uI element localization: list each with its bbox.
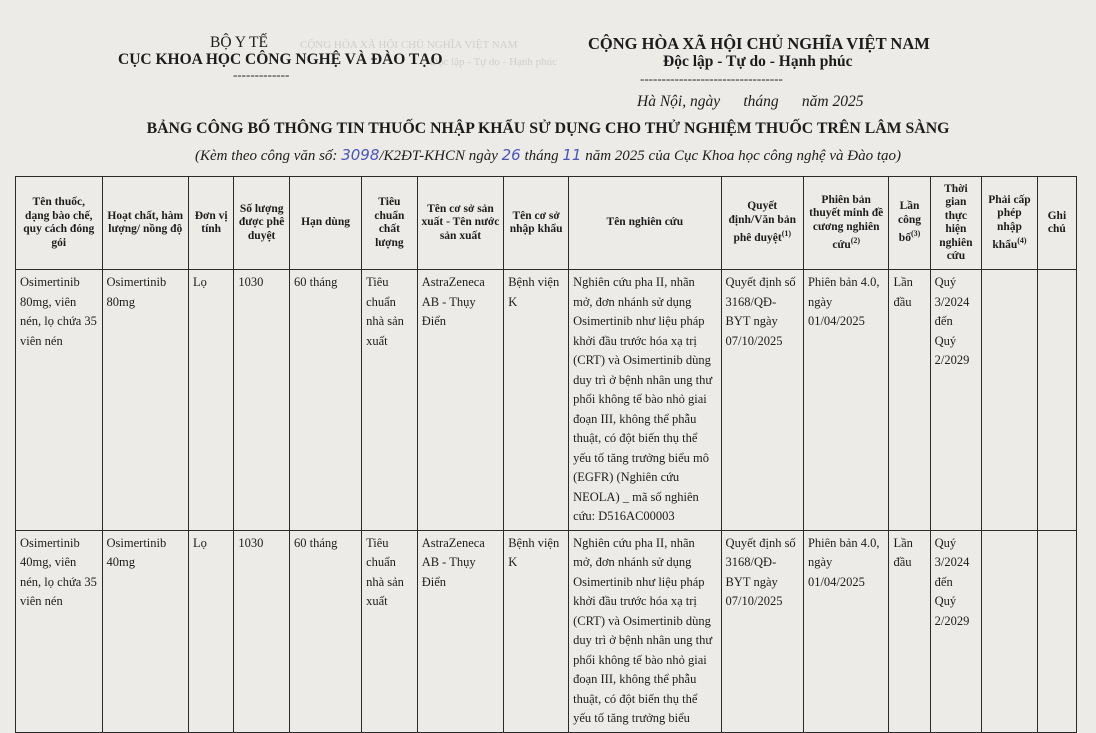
subtitle-suffix: năm 2025 của Cục Khoa học công nghệ và Đào tạo) xyxy=(581,148,902,164)
table-header-row xyxy=(16,177,1077,270)
table-row xyxy=(16,530,1077,732)
national-motto: Độc lập - Tự do - Hạnh phúc xyxy=(663,53,853,70)
document-subtitle xyxy=(0,146,1096,165)
col-header-study-period: Thời gian thực hiện nghiên cứu xyxy=(930,177,982,270)
ghost-text-sub: Độc lập - Tự do - Hạnh phúc xyxy=(430,56,558,68)
cell-approval-decision: Quyết định số 3168/QĐ-BYT ngày 07/10/2025 xyxy=(721,530,803,732)
col-header-note: Ghi chú xyxy=(1037,177,1076,270)
date-line: Hà Nội, ngày tháng năm 2025 xyxy=(637,93,864,110)
cell-importer: Bệnh viện K xyxy=(504,270,569,531)
col-header-import-license: Phải cấp phép nhập khẩu$^{(4)}$ xyxy=(982,177,1038,270)
cell-announcement: Lần đầu xyxy=(889,530,930,732)
cell-importer: Bệnh viện K xyxy=(504,530,569,732)
cell-shelf-life: 60 tháng xyxy=(289,530,361,732)
cell-study-name: Nghiên cứu pha II, nhãn mở, đơn nhánh sử dụng Osimertinib như liệu pháp khởi đầu trước hóa xạ trị (CRT) và Osimertinib dùng duy trì ở bệnh nhân ung thư phổi không tế bào nhỏ giai đoạn III, không thể phẫu thuật, có đột biến thụ thể yếu tố tăng trưởng biểu mô (EGFR) (Nghiên cứu NEOLA) _ mã số nghiên cứu: D516AC00003 xyxy=(569,270,721,531)
col-header-study-name: Tên nghiên cứu xyxy=(569,177,721,270)
cell-manufacturer: AstraZeneca AB - Thụy Điển xyxy=(417,270,504,531)
cell-unit: Lọ xyxy=(189,270,234,531)
right-divider: --------------------------------- xyxy=(640,71,783,86)
col-header-approved-quantity: Số lượng được phê duyệt xyxy=(234,177,290,270)
table-row xyxy=(16,270,1077,531)
cell-note xyxy=(1037,270,1076,531)
subtitle-prefix: (Kèm theo công văn số: xyxy=(194,148,342,164)
subtitle-middle-1: /K2ĐT-KHCN ngày xyxy=(379,148,502,164)
cell-drug-name: Osimertinib 80mg, viên nén, lọ chứa 35 viên nén xyxy=(16,270,103,531)
cell-protocol-version: Phiên bản 4.0, ngày 01/04/2025 xyxy=(803,530,888,732)
col-header-active-ingredient: Hoạt chất, hàm lượng/ nồng độ xyxy=(102,177,189,270)
handwritten-day: 26 xyxy=(501,146,521,164)
left-divider: ------------- xyxy=(233,67,290,82)
col-header-importer: Tên cơ sở nhập khẩu xyxy=(504,177,569,270)
cell-approval-decision: Quyết định số 3168/QĐ-BYT ngày 07/10/2025 xyxy=(721,270,803,531)
col-header-approval-decision: Quyết định/Văn bản phê duyệt$^{(1)}$ xyxy=(721,177,803,270)
document-title: BẢNG CÔNG BỐ THÔNG TIN THUỐC NHẬP KHẨU SỬ DỤNG CHO THỬ NGHIỆM THUỐC TRÊN LÂM SÀNG xyxy=(146,120,950,137)
ghost-text-top: CỘNG HÒA XÃ HỘI CHỦ NGHĨA VIỆT NAM xyxy=(300,39,518,51)
col-header-quality-standard: Tiêu chuẩn chất lượng xyxy=(362,177,418,270)
cell-quantity: 1030 xyxy=(234,530,290,732)
cell-study-name: Nghiên cứu pha II, nhãn mở, đơn nhánh sử dụng Osimertinib như liệu pháp khởi đầu trước hóa xạ trị (CRT) và Osimertinib dùng duy trì ở bệnh nhân ung thư phổi không tế bào nhỏ giai đoạn III, không thể phẫu thuật, có đột biến thụ thể yếu tố tăng trưởng biểu xyxy=(569,530,721,732)
handwritten-month: 11 xyxy=(562,146,582,164)
cell-shelf-life: 60 tháng xyxy=(289,270,361,531)
ministry-name: BỘ Y TẾ xyxy=(210,34,268,51)
col-header-protocol-version: Phiên bản thuyết minh đề cương nghiên cứu$^{(2)}$ xyxy=(803,177,888,270)
cell-study-period: Quý 3/2024 đến Quý 2/2029 xyxy=(930,530,982,732)
cell-note xyxy=(1037,530,1076,732)
cell-import-license xyxy=(982,270,1038,531)
cell-import-license xyxy=(982,530,1038,732)
cell-active-ingredient: Osimertinib 80mg xyxy=(102,270,189,531)
cell-quality-standard: Tiêu chuẩn nhà sản xuất xyxy=(362,530,418,732)
cell-manufacturer: AstraZeneca AB - Thụy Điển xyxy=(417,530,504,732)
drug-info-table xyxy=(15,176,1077,733)
col-header-shelf-life: Hạn dùng xyxy=(289,177,361,270)
col-header-manufacturer: Tên cơ sở sản xuất - Tên nước sản xuất xyxy=(417,177,504,270)
cell-unit: Lọ xyxy=(189,530,234,732)
col-header-unit: Đơn vị tính xyxy=(189,177,234,270)
cell-quantity: 1030 xyxy=(234,270,290,531)
subtitle-middle-2: tháng xyxy=(520,148,563,164)
cell-protocol-version: Phiên bản 4.0, ngày 01/04/2025 xyxy=(803,270,888,531)
cell-study-period: Quý 3/2024 đến Quý 2/2029 xyxy=(930,270,982,531)
col-header-drug-name: Tên thuốc, dạng bào chế, quy cách đóng gói xyxy=(16,177,103,270)
cell-quality-standard: Tiêu chuẩn nhà sản xuất xyxy=(362,270,418,531)
department-name: CỤC KHOA HỌC CÔNG NGHỆ VÀ ĐÀO TẠO xyxy=(118,51,443,68)
handwritten-doc-number: 3098 xyxy=(341,146,380,164)
cell-drug-name: Osimertinib 40mg, viên nén, lọ chứa 35 viên nén xyxy=(16,530,103,732)
national-title: CỘNG HÒA XÃ HỘI CHỦ NGHĨA VIỆT NAM xyxy=(588,34,930,53)
cell-active-ingredient: Osimertinib 40mg xyxy=(102,530,189,732)
cell-announcement: Lần đầu xyxy=(889,270,930,531)
col-header-announcement: Lần công bố$^{(3)}$ xyxy=(889,177,930,270)
